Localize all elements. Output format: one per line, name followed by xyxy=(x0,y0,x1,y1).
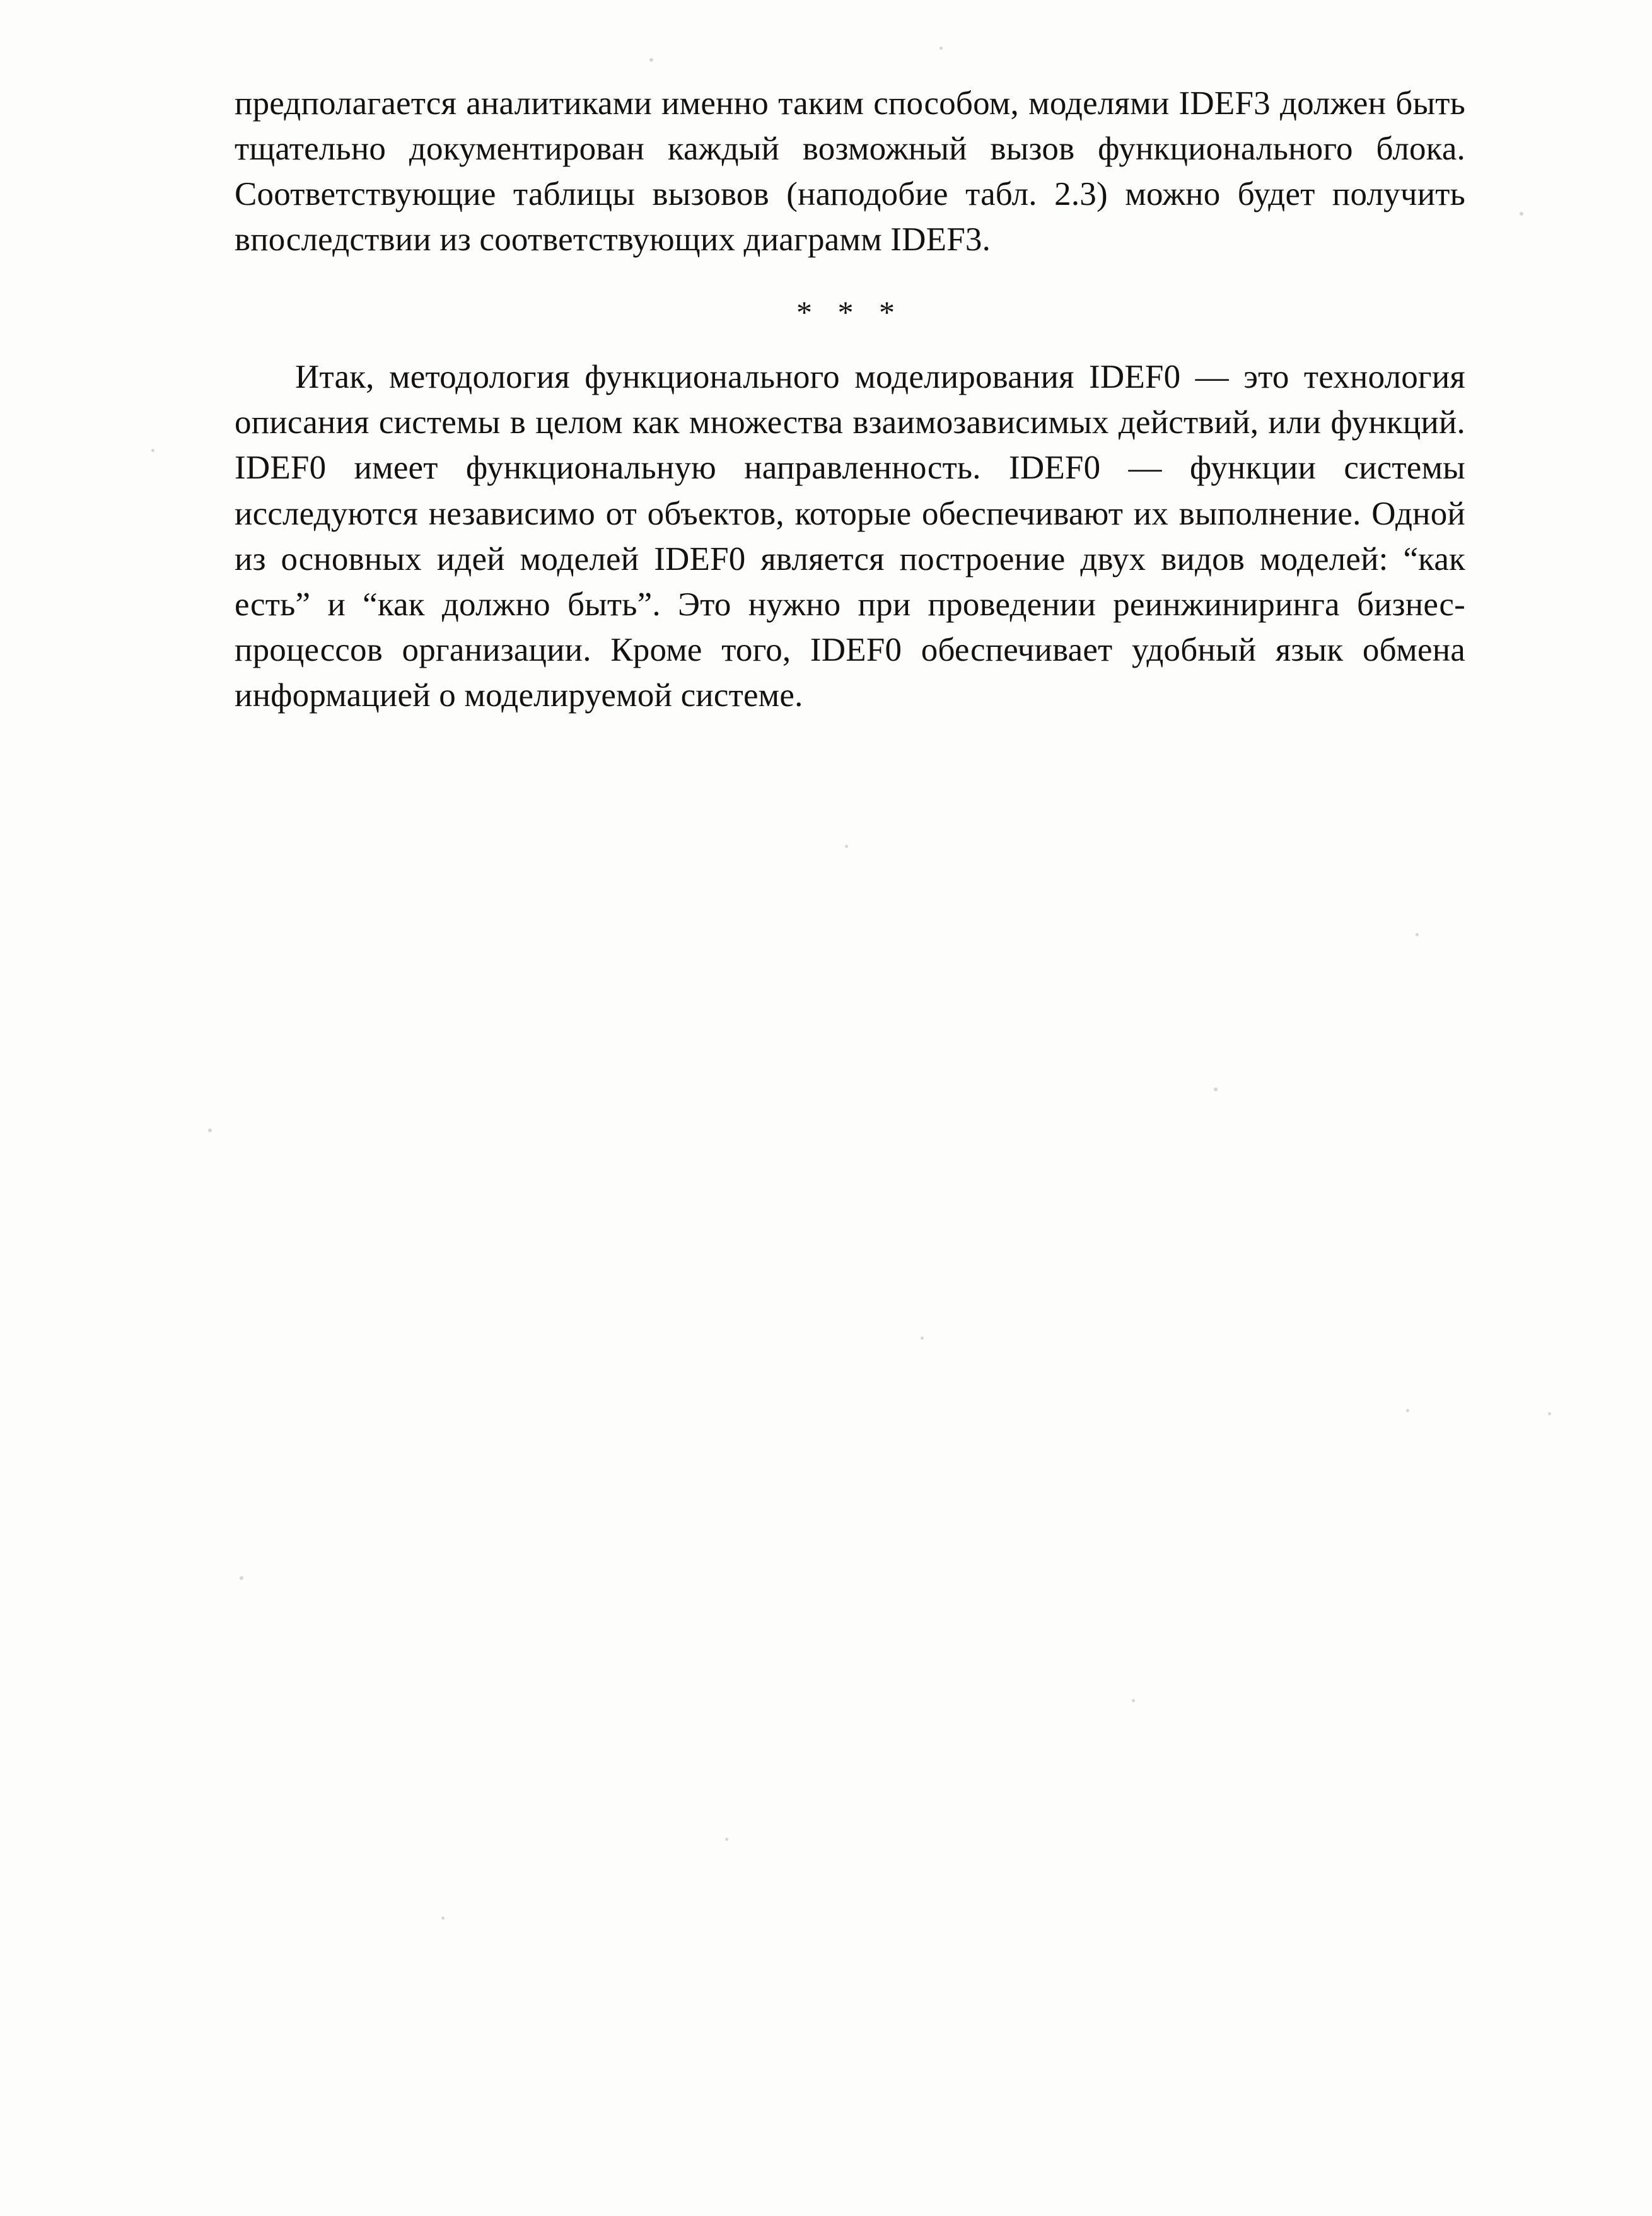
scan-speck xyxy=(725,1838,728,1841)
scan-speck xyxy=(939,47,943,50)
scan-speck xyxy=(921,1337,924,1340)
scan-speck xyxy=(240,1576,243,1580)
paragraph-idef0-summary: Итак, методология функционального моделирования IDEF0 — это технология описания системы в целом как множества взаимозависимых действий, или функций. IDEF0 имеет функциональную направленность. IDEF0 — функции системы исследуются независимо от объектов, которые обеспечивают их выполнение. Одной из основных идей моделей IDEF0 является построение двух видов моделей: “как есть” и “как должно быть”. Это нужно при проведении реинжиниринга бизнес-процессов организации. Кроме того, IDEF0 обеспечивает удобный язык обмена информацией о моделируемой системе. xyxy=(235,359,1465,714)
scan-speck xyxy=(845,845,848,848)
scan-speck xyxy=(1406,1409,1409,1412)
scan-speck xyxy=(151,449,154,452)
scan-speck xyxy=(1416,933,1419,936)
paragraph-idef3-call-tables: предполагается аналитиками именно таким способом, моделями IDEF3 должен быть тщательно документирован каждый возможный вызов функционального блока. Соответствующие таблицы вызовов (наподобие табл. 2.3) можно будет получить впоследствии из соответствующих диаграмм IDEF3. xyxy=(235,85,1465,258)
scan-speck xyxy=(649,58,653,62)
scan-speck xyxy=(1520,212,1523,216)
scan-speck xyxy=(1132,1699,1135,1702)
scan-speck xyxy=(208,1128,212,1132)
scan-speck xyxy=(1548,1412,1551,1415)
section-divider-asterisks: * * * xyxy=(796,294,904,330)
scan-speck xyxy=(1214,1088,1218,1091)
text-column xyxy=(235,81,1465,718)
scan-speck xyxy=(441,1917,445,1920)
